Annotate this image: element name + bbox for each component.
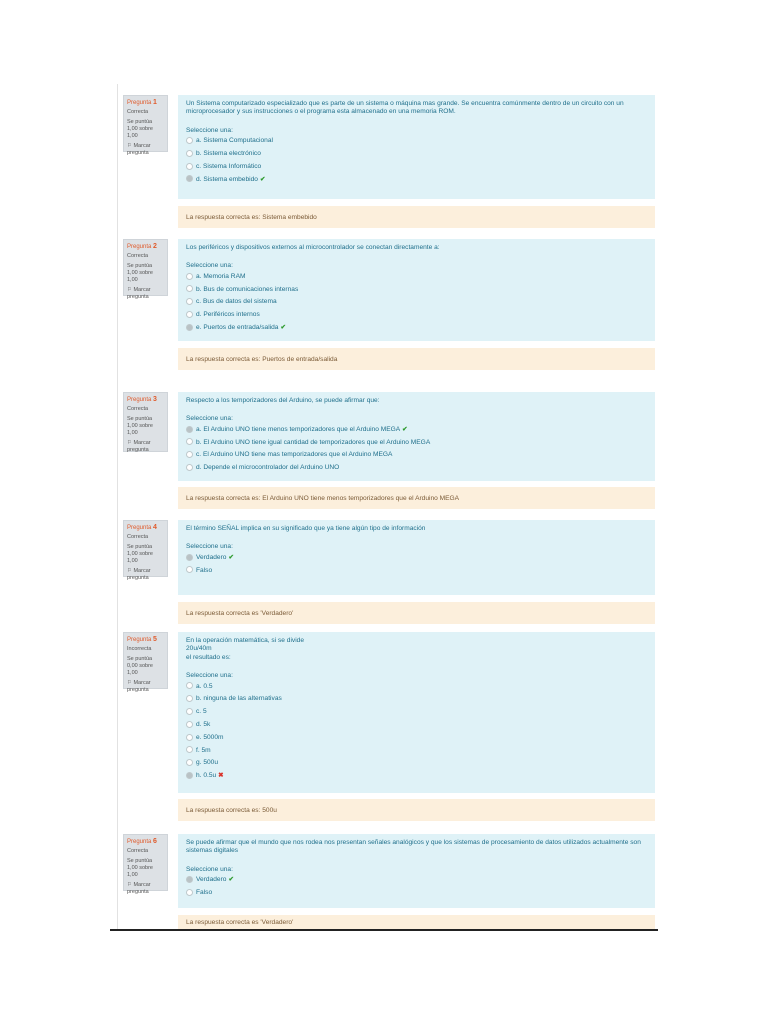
answer-option[interactable] (186, 719, 647, 732)
question-number (127, 636, 164, 644)
page-bottom-border (110, 929, 658, 931)
question-content (178, 520, 655, 595)
answer-option-label: a. Sistema Computacional (196, 137, 273, 145)
question-info (123, 239, 168, 300)
select-prompt: Seleccione una: (186, 126, 233, 134)
radio-button[interactable] (186, 285, 193, 292)
answer-option[interactable] (186, 874, 647, 887)
radio-button[interactable] (186, 324, 193, 331)
answer-option[interactable] (186, 135, 647, 148)
answer-option[interactable] (186, 681, 647, 694)
correct-answer-feedback (178, 487, 655, 509)
question-grade: Se puntúa 1,00 sobre 1,00 (127, 544, 153, 564)
answer-option[interactable] (186, 322, 647, 335)
answer-option-label: Falso (196, 889, 213, 897)
question-grade: Se puntúa 0,00 sobre 1,00 (127, 656, 153, 676)
answer-option[interactable] (186, 174, 647, 187)
answer-option-label: d. Periféricos internos (196, 311, 260, 319)
select-prompt: Seleccione una: (186, 672, 233, 680)
answer-option-label: b. El Arduino UNO tiene igual cantidad de temporizadores que el Arduino MEGA (196, 438, 431, 446)
radio-button[interactable] (186, 682, 193, 689)
answer-option[interactable] (186, 309, 647, 322)
answer-option[interactable] (186, 757, 647, 770)
radio-button[interactable] (186, 298, 193, 305)
question-state: Incorrecta (127, 646, 152, 652)
question-info (123, 520, 168, 581)
answer-option[interactable] (186, 565, 647, 578)
answer-option-label: Falso (196, 566, 213, 574)
radio-button[interactable] (186, 311, 193, 318)
answer-option-label: Verdadero (196, 876, 227, 884)
question-text: El término SEÑAL implica en su significado que ya tiene algún tipo de información (186, 525, 426, 532)
question-state: Correcta (127, 109, 149, 115)
flag-question-label: Marcar pregunta (127, 143, 151, 156)
correct-answer-feedback (178, 602, 655, 624)
select-prompt: Seleccione una: (186, 415, 233, 423)
answer-option-label: c. Bus de datos del sistema (196, 298, 277, 306)
feedback-text: La respuesta correcta es: El Arduino UNO tiene menos temporizadores que el Arduino MEGA (186, 494, 460, 502)
radio-button[interactable] (186, 721, 193, 728)
answer-option-label: a. 0.5 (196, 682, 213, 690)
question-grade: Se puntúa 1,00 sobre 1,00 (127, 416, 153, 436)
question-number-value: 1 (153, 99, 157, 106)
flag-icon: ⚐ (127, 882, 134, 888)
answer-option-label: h. 0.5u (196, 772, 217, 780)
flag-question-label: Marcar pregunta (127, 882, 151, 895)
answer-option[interactable] (186, 161, 647, 174)
answer-option[interactable] (186, 887, 647, 900)
answer-option-label: Verdadero (196, 553, 227, 561)
answer-option[interactable] (186, 148, 647, 161)
question-label: Pregunta (127, 397, 152, 403)
answer-option[interactable] (186, 745, 647, 758)
question-text: Se puede afirmar que el mundo que nos rodea nos presentan señales analógicos y que los sistemas de procesamiento de datos utilizados actualmente son sistemas digitales (186, 839, 641, 855)
radio-button[interactable] (186, 273, 193, 280)
answer-option-label: b. ninguna de las alternativas (196, 695, 282, 703)
select-prompt: Seleccione una: (186, 543, 233, 551)
flag-question-label: Marcar pregunta (127, 568, 151, 581)
radio-button[interactable] (186, 708, 193, 715)
flag-question-link[interactable] (127, 882, 164, 896)
radio-button[interactable] (186, 772, 193, 779)
answer-option[interactable] (186, 437, 647, 450)
feedback-text: La respuesta correcta es 'Verdadero' (186, 609, 294, 617)
radio-button[interactable] (186, 734, 193, 741)
answer-option-label: f. 5m (196, 746, 211, 754)
correct-answer-feedback (178, 206, 655, 228)
question-number-value: 6 (153, 838, 157, 845)
question-number (127, 838, 164, 846)
answer-option[interactable] (186, 296, 647, 309)
radio-button[interactable] (186, 566, 193, 573)
feedback-text: La respuesta correcta es: 500u (186, 806, 277, 814)
feedback-text: La respuesta correcta es: Sistema embebido (186, 213, 317, 221)
question-text: Los periféricos y dispositivos externos al microcontrolador se conectan directamente a: (186, 244, 440, 251)
answer-option[interactable] (186, 732, 647, 745)
question-number-value: 5 (153, 636, 157, 643)
flag-icon: ⚐ (127, 143, 134, 149)
question-content (178, 239, 655, 341)
answer-option-label: a. Memoria RAM (196, 272, 246, 280)
answer-option-label: d. Depende el microcontrolador del Arduino UNO (196, 464, 340, 472)
flag-question-link[interactable] (127, 440, 164, 454)
flag-icon: ⚐ (127, 287, 134, 293)
radio-button[interactable] (186, 695, 193, 702)
question-number-value: 2 (153, 243, 157, 250)
answer-option[interactable] (186, 770, 647, 783)
cross-icon: ✖ (218, 772, 224, 780)
question-text: el resultado es: (186, 653, 231, 661)
question-info (123, 834, 168, 895)
question-info (123, 392, 168, 452)
radio-button[interactable] (186, 746, 193, 753)
answer-option[interactable] (186, 552, 647, 565)
radio-button[interactable] (186, 175, 193, 182)
radio-button[interactable] (186, 426, 193, 433)
answer-option-label: c. 5 (196, 708, 207, 716)
question-content (178, 95, 655, 199)
select-prompt: Seleccione una: (186, 865, 233, 873)
question-label: Pregunta (127, 244, 152, 250)
answer-option-label: g. 500u (196, 759, 218, 767)
question-number (127, 243, 164, 251)
check-icon: ✔ (402, 425, 408, 433)
question-content (178, 392, 655, 481)
question-grade: Se puntúa 1,00 sobre 1,00 (127, 263, 153, 283)
question-info (123, 632, 168, 693)
flag-question-link[interactable] (127, 287, 164, 301)
answer-option-label: e. 5000m (196, 733, 224, 741)
question-state: Correcta (127, 253, 149, 259)
question-grade: Se puntúa 1,00 sobre 1,00 (127, 858, 153, 878)
radio-button[interactable] (186, 464, 193, 471)
answer-option-label: b. Bus de comunicaciones internas (196, 285, 299, 293)
flag-question-label: Marcar pregunta (127, 287, 151, 300)
answer-option-label: a. El Arduino UNO tiene menos temporizadores que el Arduino MEGA (196, 425, 401, 433)
flag-icon: ⚐ (127, 440, 134, 446)
feedback-text: La respuesta correcta es: Puertos de entrada/salida (186, 355, 338, 363)
correct-answer-feedback (178, 915, 655, 930)
flag-question-link[interactable] (127, 143, 164, 157)
question-info (123, 95, 168, 156)
question-number (127, 99, 164, 107)
question-state: Correcta (127, 534, 149, 540)
question-label: Pregunta (127, 100, 152, 106)
radio-button[interactable] (186, 438, 193, 445)
radio-button[interactable] (186, 554, 193, 561)
answer-option-label: d. Sistema embebido (196, 175, 258, 183)
answer-option[interactable] (186, 706, 647, 719)
check-icon: ✔ (228, 553, 234, 561)
question-text: En la operación matemática, si se divide (186, 637, 305, 644)
question-number-value: 4 (153, 524, 157, 531)
flag-question-label: Marcar pregunta (127, 680, 151, 693)
answer-option-label: d. 5k (196, 721, 211, 729)
answer-option-label: e. Puertos de entrada/salida (196, 324, 279, 331)
radio-button[interactable] (186, 759, 193, 766)
flag-question-link[interactable] (127, 568, 164, 582)
select-prompt: Seleccione una: (186, 262, 233, 270)
answer-option-label: c. Sistema Informático (196, 162, 262, 170)
radio-button[interactable] (186, 889, 193, 896)
radio-button[interactable] (186, 163, 193, 170)
question-number (127, 524, 164, 532)
page-left-border (117, 84, 118, 930)
answer-option-label: b. Sistema electrónico (196, 150, 261, 158)
question-state: Correcta (127, 406, 149, 412)
question-label: Pregunta (127, 637, 152, 643)
question-text: Respecto a los temporizadores del Arduino, se puede afirmar que: (186, 397, 380, 404)
question-number (127, 396, 164, 404)
radio-button[interactable] (186, 451, 193, 458)
correct-answer-feedback (178, 799, 655, 821)
check-icon: ✔ (259, 175, 266, 183)
question-text: Un Sistema computarizado especializado que es parte de un sistema o máquina mas grande. Se encuentra comúnmente dentro de un circuito con un microprocesador y sus instrucciones o el programa esta almacenado en una memoria ROM. (186, 100, 624, 116)
question-state: Correcta (127, 848, 149, 854)
check-icon: ✔ (280, 324, 287, 331)
question-label: Pregunta (127, 839, 152, 845)
flag-icon: ⚐ (127, 568, 134, 574)
answer-option[interactable] (186, 462, 647, 475)
answer-option[interactable] (186, 271, 647, 284)
radio-button[interactable] (186, 137, 193, 144)
answer-option[interactable] (186, 449, 647, 462)
radio-button[interactable] (186, 876, 193, 883)
answer-option[interactable] (186, 284, 647, 297)
answer-option[interactable] (186, 424, 647, 437)
question-label: Pregunta (127, 525, 152, 531)
question-content (178, 834, 655, 908)
question-number-value: 3 (153, 396, 157, 403)
flag-question-link[interactable] (127, 680, 164, 694)
feedback-text: La respuesta correcta es 'Verdadero' (186, 919, 294, 926)
radio-button[interactable] (186, 150, 193, 157)
question-content (178, 632, 655, 793)
answer-option[interactable] (186, 693, 647, 706)
flag-icon: ⚐ (127, 680, 134, 686)
flag-question-label: Marcar pregunta (127, 440, 151, 453)
question-text: 20u/40m (186, 645, 212, 653)
check-icon: ✔ (228, 876, 234, 884)
correct-answer-feedback (178, 348, 655, 370)
question-grade: Se puntúa 1,00 sobre 1,00 (127, 119, 153, 139)
answer-option-label: c. El Arduino UNO tiene mas temporizadores que el Arduino MEGA (196, 451, 393, 459)
